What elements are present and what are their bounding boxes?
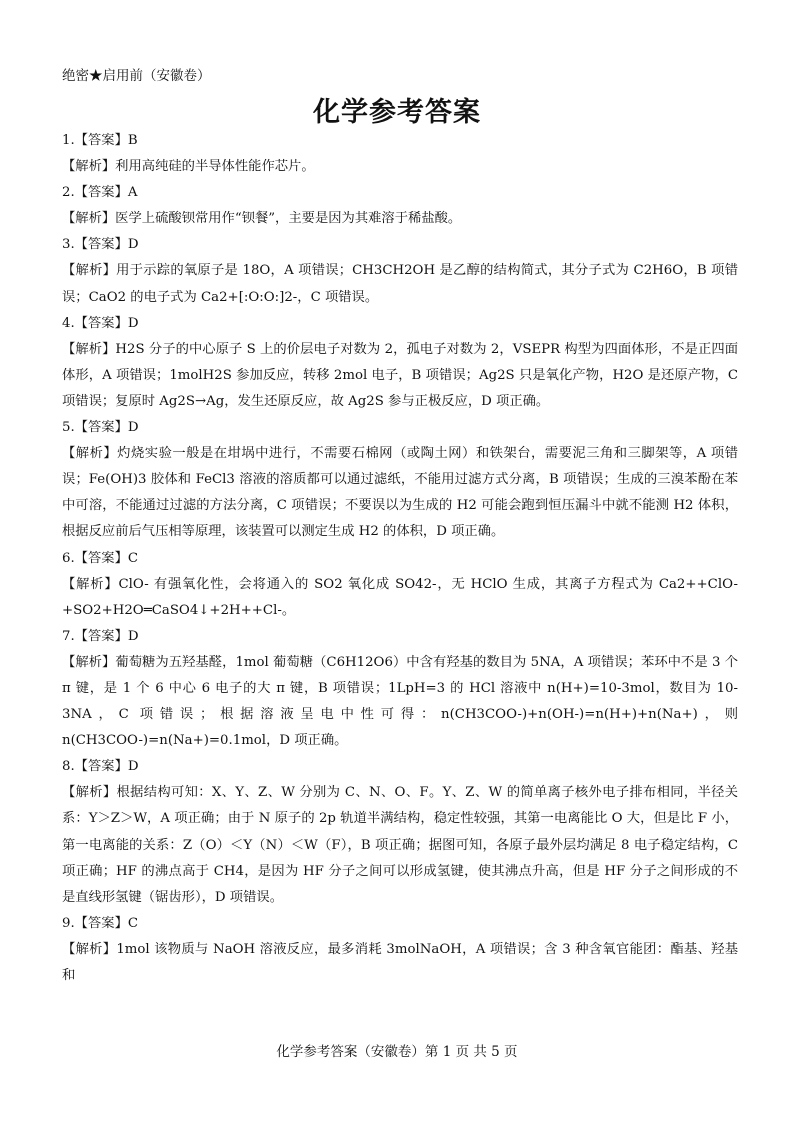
explanation: 【解析】1mol 该物质与 NaOH 溶液反应，最多消耗 3molNaOH，A 项错误；含 3 种含氧官能团：酯基、羟基和 (62, 941, 738, 983)
answer-line: 6.【答案】C (62, 550, 139, 566)
explanation: 【解析】利用高纯硅的半导体性能作芯片。 (62, 159, 315, 175)
explanation: 【解析】葡萄糖为五羟基醛，1mol 葡萄糖（C6H12O6）中含有羟基的数目为 5NA，A 项错误；苯环中不是 3 个 π 键，是 1 个 6 中心 6 电子的大 π 键，B 项错误；1LpH=3 的 HCl 溶液中 n(H+)=10-3mol，数目为 10-3NA，C 项错误；根据溶液呈电中性可得：n(CH3COO-)+n(OH-)=n(H+)+n(Na+)，则 n(CH3COO-)=n(Na+)=0.1mol，D 项正确。 (62, 654, 738, 749)
explanation: 【解析】灼烧实验一般是在坩埚中进行，不需要石棉网（或陶土网）和铁架台，需要泥三角和三脚架等，A 项错误；Fe(OH)3 胶体和 FeCl3 溶液的溶质都可以通过滤纸，不能用过滤方式分离，B 项错误；生成的三溴苯酚在苯中可溶，不能通过过滤的方法分离，C 项错误；不要误以为生成的 H2 可能会跑到恒压漏斗中就不能测 H2 体积，根据反应前后气压相等原理，该装置可以测定生成 H2 的体积，D 项正确。 (62, 446, 738, 540)
answer-line: 1.【答案】B (62, 133, 138, 148)
explanation: 【解析】医学上硫酸钡常用作“钡餐”，主要是因为其难溶于稀盐酸。 (62, 211, 462, 227)
answer-line: 5.【答案】D (62, 420, 139, 436)
confidential-note: 绝密★启用前（安徽卷） (62, 68, 211, 84)
explanation: 【解析】用于示踪的氧原子是 18O，A 项错误；CH3CH2OH 是乙醇的结构简式，其分子式为 C2H6O，B 项错误；CaO2 的电子式为 Ca2+[:O:O:]2-，C 项错误。 (62, 263, 738, 305)
answer-line: 4.【答案】D (62, 315, 139, 331)
page-footer: 化学参考答案（安徽卷）第 1 页 共 5 页 (276, 1044, 518, 1060)
page-title: 化学参考答案 (313, 97, 481, 128)
answer-list (62, 128, 738, 989)
explanation: 【解析】根据结构可知：X、Y、Z、W 分别为 C、N、O、F。Y、Z、W 的简单离子核外电子排布相同，半径关系：Y＞Z＞W，A 项正确；由于 N 原子的 2p 轨道半满结构，稳定性较强，其第一电离能比 O 大，但是比 F 小，第一电离能的关系：Z（O）＜Y（N）＜W（F），B 项正确；据图可知，各原子最外层均满足 8 电子稳定结构，C 项正确；HF 的沸点高于 CH4，是因为 HF 分子之间可以形成氢键，使其沸点升高，但是 HF 分子之间形成的不是直线形氢键（锯齿形），D 项错误。 (62, 785, 738, 905)
answer-line: 8.【答案】D (62, 759, 139, 775)
explanation: 【解析】ClO- 有强氧化性，会将通入的 SO2 氧化成 SO42-，无 HClO 生成，其离子方程式为 Ca2++ClO-+SO2+H2O═CaSO4↓+2H++Cl-。 (62, 576, 738, 618)
answer-line: 2.【答案】A (62, 185, 138, 201)
answer-line: 3.【答案】D (62, 237, 139, 253)
answer-line: 7.【答案】D (62, 628, 139, 644)
answer-line: 9.【答案】C (62, 915, 139, 931)
explanation: 【解析】H2S 分子的中心原子 S 上的价层电子对数为 2，孤电子对数为 2，VSEPR 构型为四面体形，不是正四面体形，A 项错误；1molH2S 参加反应，转移 2mol 电子，B 项错误；Ag2S 只是氧化产物，H2O 是还原产物，C 项错误；复原时 Ag2S→Ag，发生还原反应，故 Ag2S 参与正极反应，D 项正确。 (62, 341, 738, 409)
